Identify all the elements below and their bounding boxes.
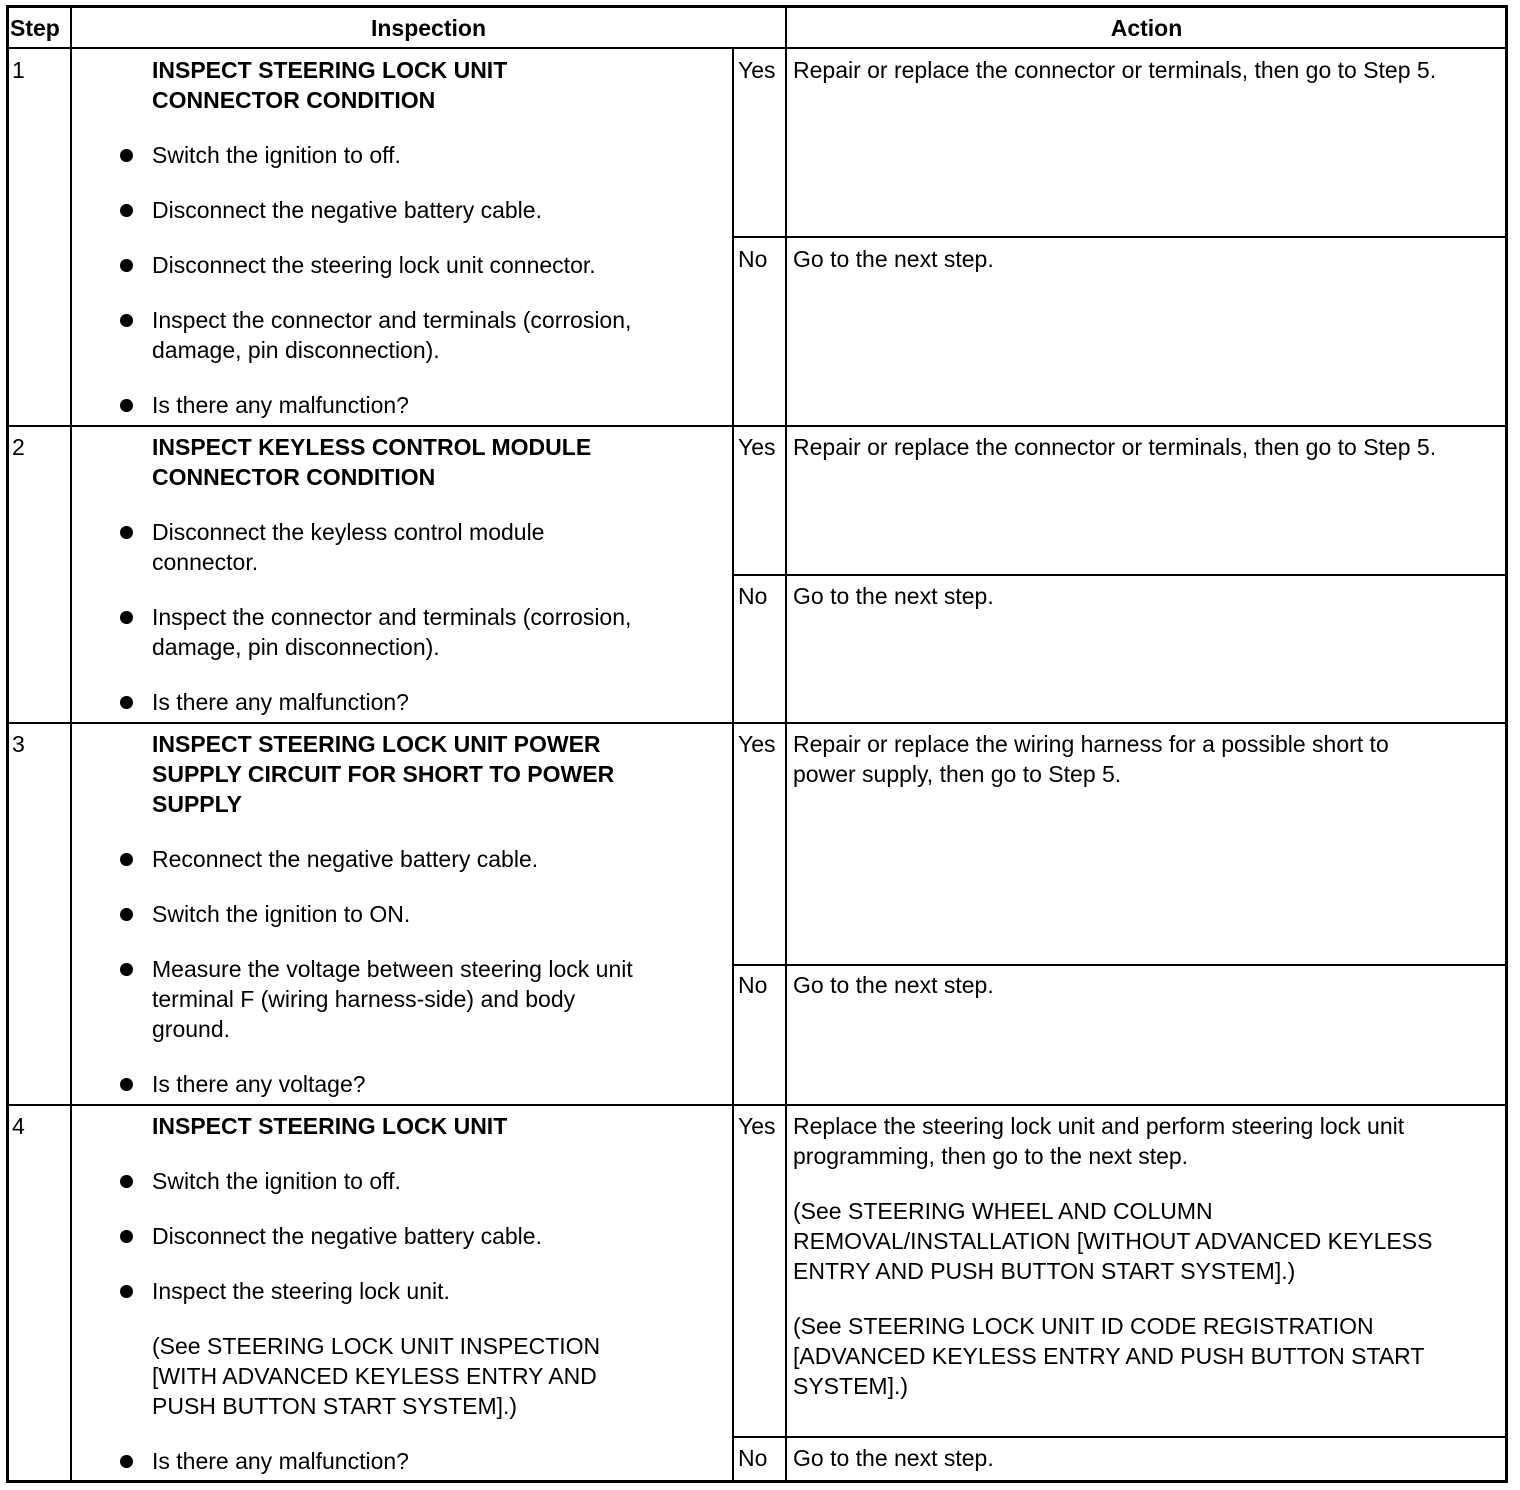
- bullet-icon: [120, 1078, 133, 1091]
- bullet-icon: [120, 204, 133, 217]
- inspection-bullet-text: Switch the ignition to ON.: [152, 901, 411, 927]
- inspection-bullet-text: connector.: [152, 549, 259, 575]
- yes-action-text: Repair or replace the connector or terminals, then go to Step 5.: [793, 57, 1437, 83]
- bullet-icon: [120, 314, 133, 327]
- inspection-bullet-text: ground.: [152, 1016, 231, 1042]
- inspection-bullet-text: Inspect the connector and terminals (corrosion,: [152, 307, 632, 333]
- no-label: No: [738, 972, 768, 998]
- bullet-icon: [120, 696, 133, 709]
- inspection-bullet-text: Reconnect the negative battery cable.: [152, 846, 539, 872]
- yes-label: Yes: [738, 731, 776, 757]
- action-column-header: Action: [1110, 15, 1183, 41]
- yes-no-divider: [732, 1436, 1506, 1438]
- action-column-divider: [785, 8, 787, 1482]
- bullet-icon: [120, 149, 133, 162]
- inspection-bullet-text: Inspect the steering lock unit.: [152, 1278, 450, 1304]
- inspection-title: INSPECT STEERING LOCK UNIT: [152, 1113, 508, 1139]
- inspection-title: CONNECTOR CONDITION: [152, 464, 436, 490]
- inspection-bullet-text: Measure the voltage between steering lock unit: [152, 956, 633, 982]
- no-label: No: [738, 246, 768, 272]
- yes-label: Yes: [738, 57, 776, 83]
- step-number: 2: [12, 434, 25, 460]
- yes-action-reference: SYSTEM].): [793, 1373, 909, 1399]
- inspection-bullet-text: Switch the ignition to off.: [152, 142, 401, 168]
- yes-action-text: power supply, then go to Step 5.: [793, 761, 1122, 787]
- inspection-title: SUPPLY: [152, 791, 242, 817]
- yes-label: Yes: [738, 434, 776, 460]
- bullet-icon: [120, 259, 133, 272]
- header-divider: [8, 47, 1506, 49]
- inspection-bullet-text: Switch the ignition to off.: [152, 1168, 401, 1194]
- step-column-divider: [70, 8, 72, 1482]
- no-action-text: Go to the next step.: [793, 972, 994, 998]
- yes-action-reference: REMOVAL/INSTALLATION [WITHOUT ADVANCED KEYLESS: [793, 1228, 1433, 1254]
- inspection-title: INSPECT STEERING LOCK UNIT: [152, 57, 508, 83]
- yes-no-divider: [732, 964, 1506, 966]
- inspection-bullet-text: Is there any malfunction?: [152, 1448, 409, 1474]
- bullet-icon: [120, 1230, 133, 1243]
- no-action-text: Go to the next step.: [793, 583, 994, 609]
- inspection-bullet-text: Disconnect the negative battery cable.: [152, 1223, 542, 1249]
- bullet-icon: [120, 963, 133, 976]
- yes-action-text: programming, then go to the next step.: [793, 1143, 1189, 1169]
- step-number: 4: [12, 1113, 25, 1139]
- no-label: No: [738, 583, 768, 609]
- inspection-reference-note: [WITH ADVANCED KEYLESS ENTRY AND: [152, 1363, 597, 1389]
- yes-action-reference: (See STEERING WHEEL AND COLUMN: [793, 1198, 1213, 1224]
- inspection-bullet-text: Inspect the connector and terminals (corrosion,: [152, 604, 632, 630]
- inspection-column-header: Inspection: [370, 15, 486, 41]
- row-divider: [8, 722, 1506, 724]
- inspection-title: INSPECT KEYLESS CONTROL MODULE: [152, 434, 592, 460]
- bullet-icon: [120, 399, 133, 412]
- inspection-title: CONNECTOR CONDITION: [152, 87, 436, 113]
- inspection-reference-note: (See STEERING LOCK UNIT INSPECTION: [152, 1333, 601, 1359]
- row-divider: [8, 1104, 1506, 1106]
- inspection-bullet-text: Disconnect the steering lock unit connector.: [152, 252, 596, 278]
- bullet-icon: [120, 1455, 133, 1468]
- inspection-title: INSPECT STEERING LOCK UNIT POWER: [152, 731, 601, 757]
- inspection-bullet-text: damage, pin disconnection).: [152, 337, 440, 363]
- yes-no-divider: [732, 236, 1506, 238]
- yes-action-text: Replace the steering lock unit and perform steering lock unit: [793, 1113, 1405, 1139]
- yes-action-text: Repair or replace the wiring harness for a possible short to: [793, 731, 1389, 757]
- inspection-bullet-text: terminal F (wiring harness-side) and body: [152, 986, 576, 1012]
- step-column-header: Step: [10, 15, 60, 41]
- inspection-reference-note: PUSH BUTTON START SYSTEM].): [152, 1393, 518, 1419]
- yes-action-reference: [ADVANCED KEYLESS ENTRY AND PUSH BUTTON START: [793, 1343, 1425, 1369]
- bullet-icon: [120, 853, 133, 866]
- inspection-bullet-text: Is there any malfunction?: [152, 689, 409, 715]
- inspection-bullet-text: Is there any malfunction?: [152, 392, 409, 418]
- yes-action-text: Repair or replace the connector or terminals, then go to Step 5.: [793, 434, 1437, 460]
- yes-label: Yes: [738, 1113, 776, 1139]
- no-action-text: Go to the next step.: [793, 1445, 994, 1471]
- bullet-icon: [120, 1285, 133, 1298]
- inspection-title: SUPPLY CIRCUIT FOR SHORT TO POWER: [152, 761, 615, 787]
- bullet-icon: [120, 526, 133, 539]
- step-number: 3: [12, 731, 25, 757]
- step-number: 1: [12, 57, 25, 83]
- no-action-text: Go to the next step.: [793, 246, 994, 272]
- inspection-bullet-text: Disconnect the keyless control module: [152, 519, 545, 545]
- bullet-icon: [120, 908, 133, 921]
- bullet-icon: [120, 611, 133, 624]
- result-column-divider: [732, 48, 734, 1482]
- yes-action-reference: (See STEERING LOCK UNIT ID CODE REGISTRATION: [793, 1313, 1374, 1339]
- bullet-icon: [120, 1175, 133, 1188]
- no-label: No: [738, 1445, 768, 1471]
- inspection-bullet-text: damage, pin disconnection).: [152, 634, 440, 660]
- inspection-bullet-text: Disconnect the negative battery cable.: [152, 197, 542, 223]
- inspection-bullet-text: Is there any voltage?: [152, 1071, 366, 1097]
- row-divider: [8, 425, 1506, 427]
- yes-action-reference: ENTRY AND PUSH BUTTON START SYSTEM].): [793, 1258, 1296, 1284]
- yes-no-divider: [732, 574, 1506, 576]
